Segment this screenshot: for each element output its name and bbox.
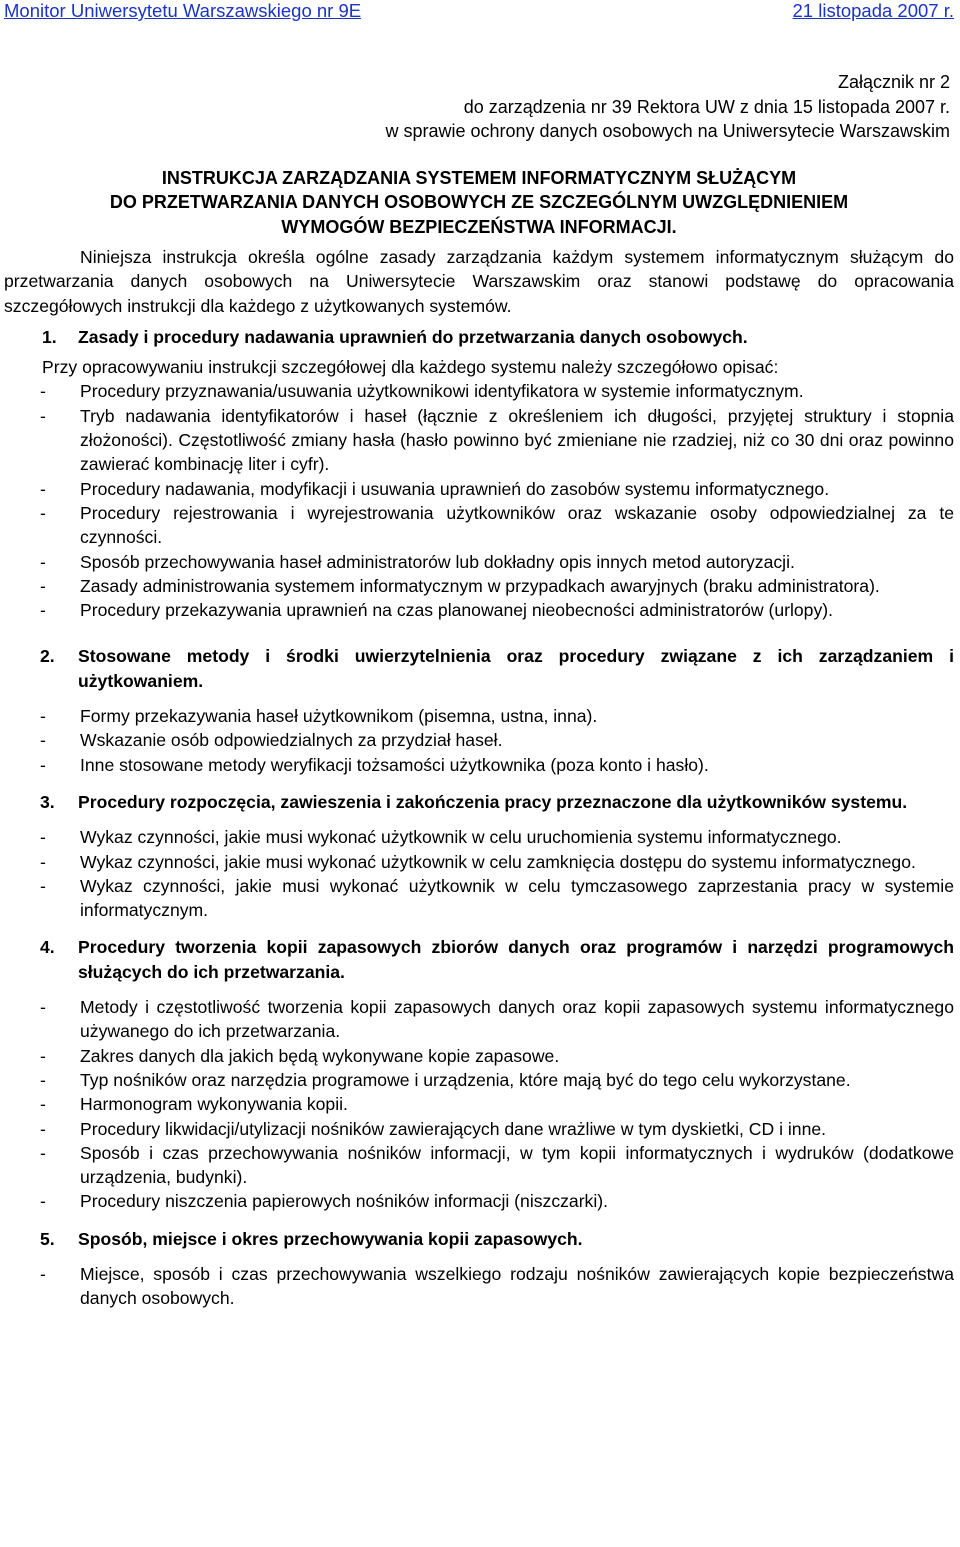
section-heading [4, 790, 954, 814]
dash-bullet: - [40, 381, 46, 402]
section-number: 1. [42, 326, 57, 347]
dash-bullet: - [40, 1094, 46, 1115]
list-item [4, 574, 954, 598]
spacer [4, 814, 954, 825]
annex-line: Załącznik nr 2 [837, 72, 950, 92]
dash-bullet: - [40, 1142, 46, 1163]
section-5 [4, 1227, 954, 1311]
section-number: 3. [40, 791, 55, 812]
list-item [4, 1068, 954, 1092]
list-item-text: Sposób i czas przechowywania nośników informacji, w tym kopii informatycznych i wydruków (dodatkowe urządzenia, budynki). [80, 1142, 954, 1188]
page-header [4, 0, 954, 22]
dash-bullet: - [40, 754, 46, 775]
list-item-text: Typ nośników oraz narzędzia programowe i urządzenia, które mają być do tego celu wykorzystane. [80, 1069, 851, 1090]
list-item [4, 598, 954, 622]
header-publication-link[interactable]: Monitor Uniwersytetu Warszawskiego nr 9E [4, 0, 362, 21]
list-item-text: Zakres danych dla jakich będą wykonywane kopie zapasowe. [80, 1045, 560, 1066]
list-item [4, 1092, 954, 1116]
dash-bullet: - [40, 730, 46, 751]
list-item-text: Procedury nadawania, modyfikacji i usuwania uprawnień do zasobów systemu informatycznego. [80, 478, 830, 499]
section-2 [4, 644, 954, 776]
sections-container [4, 325, 954, 1311]
list-item [4, 1189, 954, 1213]
dash-bullet: - [40, 997, 46, 1018]
annex-line: do zarządzenia nr 39 Rektora UW z dnia 15 listopada 2007 r. [463, 96, 950, 117]
section-heading [4, 1227, 954, 1251]
list-item [4, 477, 954, 501]
dash-bullet: - [40, 1045, 46, 1066]
dash-bullet: - [40, 600, 46, 621]
section-4 [4, 935, 954, 1213]
list-item-text: Harmonogram wykonywania kopii. [80, 1094, 348, 1115]
list-item [4, 501, 954, 550]
list-item [4, 753, 954, 777]
dash-bullet: - [40, 706, 46, 727]
list-item [4, 1117, 954, 1141]
annex-line: w sprawie ochrony danych osobowych na Uniwersytecie Warszawskim [385, 121, 950, 141]
list-item-text: Tryb nadawania identyfikatorów i haseł (łącznie z określeniem ich długości, przyjętej struktury i stopnia złożoności). Częstotliwość zmiany hasła (hasło powinno być zmieniane nie rzadziej, niż co 30 dni oraz powinno zawierać kombinację liter i cyfr). [80, 405, 954, 475]
list-item-text: Wskazanie osób odpowiedzialnych za przydział haseł. [80, 730, 503, 751]
spacer [4, 1251, 954, 1262]
list-item [4, 874, 954, 923]
list-item-text: Zasady administrowania systemem informatycznym w przypadkach awaryjnych (braku administratora). [80, 575, 880, 596]
list-item-text: Inne stosowane metody weryfikacji tożsamości użytkownika (poza konto i hasło). [80, 754, 709, 775]
dash-bullet: - [40, 875, 46, 896]
dash-bullet: - [40, 478, 46, 499]
section-number: 4. [40, 937, 55, 958]
list-item [4, 404, 954, 477]
list-item-text: Procedury rejestrowania i wyrejestrowania użytkowników oraz wskazanie osoby odpowiedzialnej za te czynności. [80, 502, 954, 548]
list-item-text: Wykaz czynności, jakie musi wykonać użytkownik w celu zamknięcia dostępu do systemu informatycznego. [80, 851, 916, 872]
list-item-text: Wykaz czynności, jakie musi wykonać użytkownik w celu tymczasowego zaprzestania pracy w systemie informatycznym. [80, 875, 954, 921]
dash-bullet: - [40, 1069, 46, 1090]
list-item-text: Sposób przechowywania haseł administratorów lub dokładny opis innych metod autoryzacji. [80, 551, 795, 572]
list-item-text: Formy przekazywania haseł użytkownikom (pisemna, ustna, inna). [80, 706, 598, 727]
dash-bullet: - [40, 551, 46, 572]
section-heading-text: Sposób, miejsce i okres przechowywania kopii zapasowych. [78, 1228, 583, 1249]
section-1 [4, 325, 954, 623]
list-item [4, 728, 954, 752]
list-item [4, 550, 954, 574]
dash-bullet: - [40, 827, 46, 848]
header-date-link[interactable]: 21 listopada 2007 r. [792, 0, 954, 21]
list-item [4, 704, 954, 728]
dash-list [4, 704, 954, 777]
list-item [4, 1141, 954, 1190]
list-item [4, 995, 954, 1044]
dash-list [4, 825, 954, 922]
title-line: DO PRZETWARZANIA DANYCH OSOBOWYCH ZE SZCZEGÓLNYM UWZGLĘDNIENIEM [109, 192, 849, 212]
list-item-text: Miejsce, sposób i czas przechowywania wszelkiego rodzaju nośników zawierających kopie bezpieczeństwa danych osobowych. [80, 1263, 954, 1309]
list-item-text: Procedury niszczenia papierowych nośników informacji (niszczarki). [80, 1191, 609, 1212]
title-line: WYMOGÓW BEZPIECZEŃSTWA INFORMACJI. [281, 216, 677, 237]
spacer [4, 693, 954, 704]
list-item [4, 850, 954, 874]
section-3 [4, 790, 954, 922]
annex-note [4, 70, 954, 144]
list-item [4, 1044, 954, 1068]
section-heading-text: Stosowane metody i środki uwierzytelnienia oraz procedury związane z ich zarządzaniem i użytkowaniem. [78, 646, 954, 691]
dash-list [4, 995, 954, 1214]
list-item [4, 1262, 954, 1311]
dash-bullet: - [40, 1118, 46, 1139]
list-item-text: Wykaz czynności, jakie musi wykonać użytkownik w celu uruchomienia systemu informatycznego. [80, 827, 842, 848]
dash-bullet: - [40, 1191, 46, 1212]
list-item-text: Procedury likwidacji/utylizacji nośników zawierających dane wrażliwe w tym dyskietki, CD i inne. [80, 1118, 827, 1139]
list-item-text: Metody i częstotliwość tworzenia kopii zapasowych danych oraz kopii zapasowych systemu informatycznego używanego do ich przetwarzania. [80, 997, 954, 1042]
list-item-text: Procedury przyznawania/usuwania użytkownikowi identyfikatora w systemie informatycznym. [80, 381, 804, 402]
dash-list [4, 1262, 954, 1311]
section-heading-text: Procedury tworzenia kopii zapasowych zbiorów danych oraz programów i narzędzi programowych służących do ich przetwarzania. [78, 937, 954, 982]
dash-bullet: - [40, 1263, 46, 1284]
section-heading-text: Procedury rozpoczęcia, zawieszenia i zakończenia pracy przeznaczone dla użytkowników systemu. [78, 791, 908, 812]
section-heading [4, 644, 954, 693]
section-heading [4, 325, 954, 349]
section-heading-text: Zasady i procedury nadawania uprawnień do przetwarzania danych osobowych. [78, 326, 748, 347]
dash-bullet: - [40, 405, 46, 426]
title-line: INSTRUKCJA ZARZĄDZANIA SYSTEMEM INFORMATYCZNYM SŁUŻĄCYM [161, 167, 797, 188]
spacer [4, 984, 954, 995]
intro-paragraph: Niniejsza instrukcja określa ogólne zasady zarządzania każdym systemem informatycznym służącym do przetwarzania danych osobowych na Uniwersytecie Warszawskim oraz stanowi podstawę do opracowania szczegółowych instrukcji dla każdego z użytkowanych systemów. [4, 247, 954, 316]
list-item [4, 825, 954, 849]
dash-bullet: - [40, 575, 46, 596]
section-number: 5. [40, 1228, 55, 1249]
section-heading [4, 935, 954, 984]
section-lead: Przy opracowywaniu instrukcji szczegółowej dla każdego systemu należy szczegółowo opisać: [42, 357, 779, 378]
section-number: 2. [40, 646, 55, 667]
list-item-text: Procedury przekazywania uprawnień na czas planowanej nieobecności administratorów (urlopy). [80, 600, 834, 621]
dash-list [4, 379, 954, 622]
dash-bullet: - [40, 502, 46, 523]
document-title [4, 166, 954, 240]
dash-bullet: - [40, 851, 46, 872]
list-item [4, 379, 954, 403]
